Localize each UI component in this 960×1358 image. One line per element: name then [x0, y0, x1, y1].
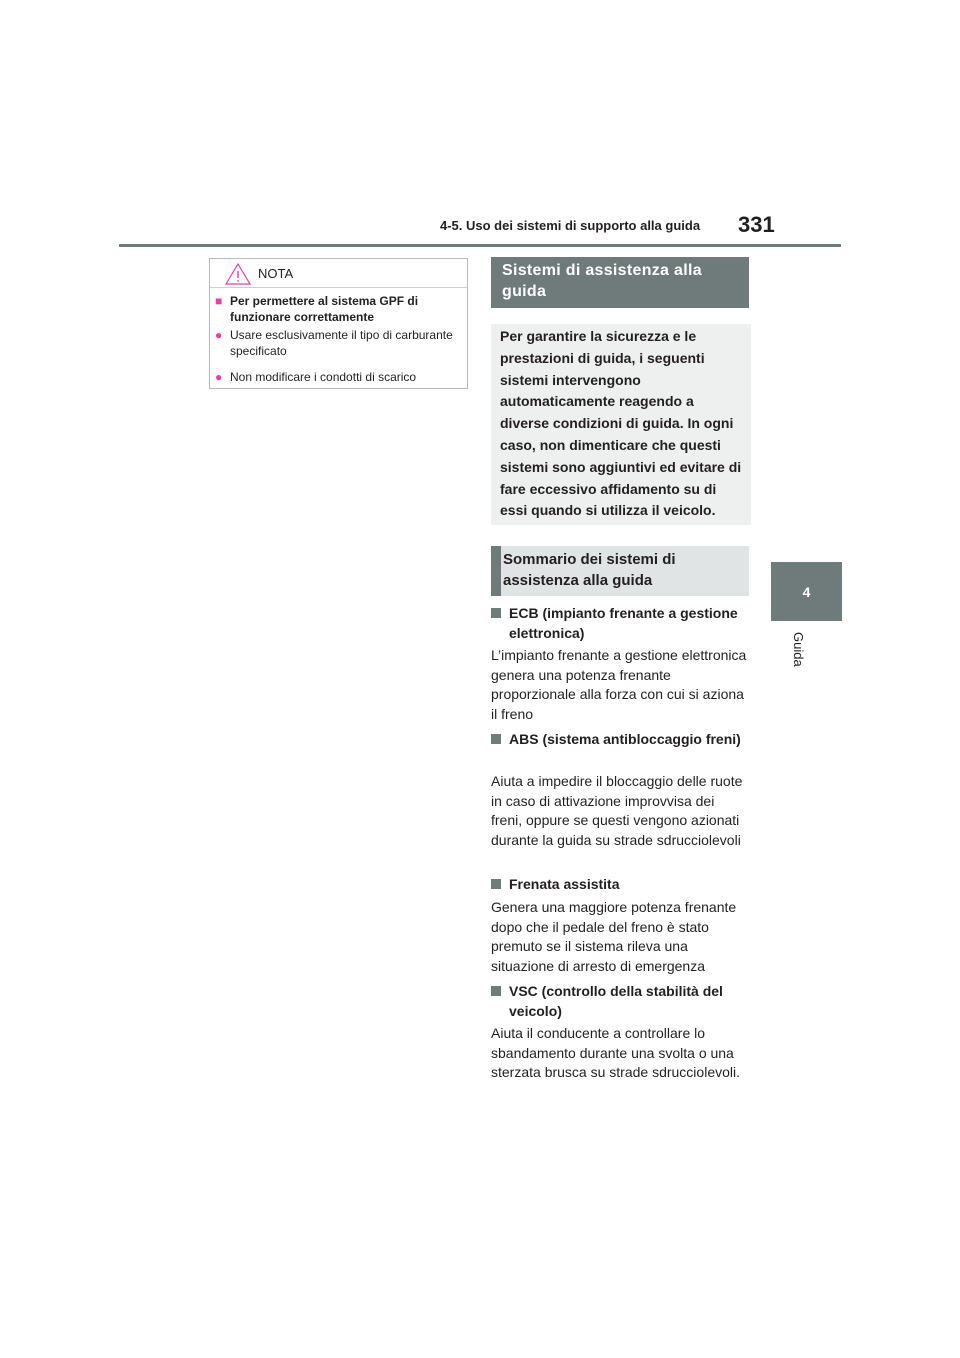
intro-text: Per garantire la sicurezza e le prestazioni di guida, i seguenti sistemi intervengono automaticamente reagendo a diverse condizioni di guida. In ogni caso, non dimenticare che questi sistemi sono aggiuntivi ed evitare di fare eccessivo affidamento su di essi quando si utilizza il veicolo. — [500, 328, 742, 519]
entry-title-text: ABS (sistema antibloccaggio freni) — [509, 731, 741, 747]
square-bullet-icon — [491, 734, 501, 744]
entry-title-text: VSC (controllo della stabilità del veicolo) — [509, 983, 723, 1019]
section-heading-text: Sistemi di assistenza alla guida — [502, 262, 702, 300]
notice-title: NOTA — [258, 266, 294, 281]
circle-bullet-icon: ● — [215, 328, 223, 342]
entry-title-text: ECB (impianto frenante a gestione elettronica) — [509, 605, 738, 641]
chapter-number: 4 — [802, 583, 811, 600]
heading-accent-bar — [491, 546, 501, 596]
chapter-label: Guida — [791, 632, 806, 667]
notice-item-text: Usare esclusivamente il tipo di carburante specificato — [230, 328, 453, 358]
entry-body-brake-assist: Genera una maggiore potenza frenante dopo che il pedale del freno è stato premuto se il sistema rileva una situazione di arresto di emergenza — [491, 899, 737, 974]
notice-divider — [210, 287, 467, 288]
running-header-section: 4-5. Uso dei sistemi di supporto alla guida — [440, 218, 701, 233]
page-number: 331 — [738, 212, 775, 237]
header-rule — [119, 244, 841, 247]
square-bullet-icon: ■ — [215, 294, 223, 308]
entry-body-abs: Aiuta a impedire il bloccaggio delle ruote in caso di attivazione improvvisa dei freni, oppure se questi vengono azionati durante la guida su strade sdrucciolevoli — [491, 773, 743, 848]
warning-triangle-icon — [224, 262, 252, 286]
square-bullet-icon — [491, 608, 501, 618]
subsection-heading-text: Sommario dei sistemi di assistenza alla guida — [503, 551, 676, 589]
section-heading-assistance-systems — [491, 257, 749, 308]
chapter-tab — [771, 562, 842, 621]
intro-box — [491, 324, 751, 525]
square-bullet-icon — [491, 986, 501, 996]
circle-bullet-icon: ● — [215, 370, 223, 384]
entry-body-ecb: L’impianto frenante a gestione elettronica genera una potenza frenante proporzionale alla forza con cui si aziona il freno — [491, 647, 747, 722]
notice-box — [209, 258, 468, 389]
notice-header — [210, 259, 467, 285]
subsection-heading-summary — [491, 546, 749, 596]
entry-body-vsc: Aiuta il conducente a controllare lo sbandamento durante una svolta o una sterzata brusca su strade sdrucciolevoli. — [491, 1025, 740, 1080]
square-bullet-icon — [491, 879, 501, 889]
entry-title-text: Frenata assistita — [509, 876, 620, 892]
notice-item-text: Non modificare i condotti di scarico — [230, 370, 417, 384]
notice-heading-text: Per permettere al sistema GPF di funzionare correttamente — [230, 294, 419, 324]
